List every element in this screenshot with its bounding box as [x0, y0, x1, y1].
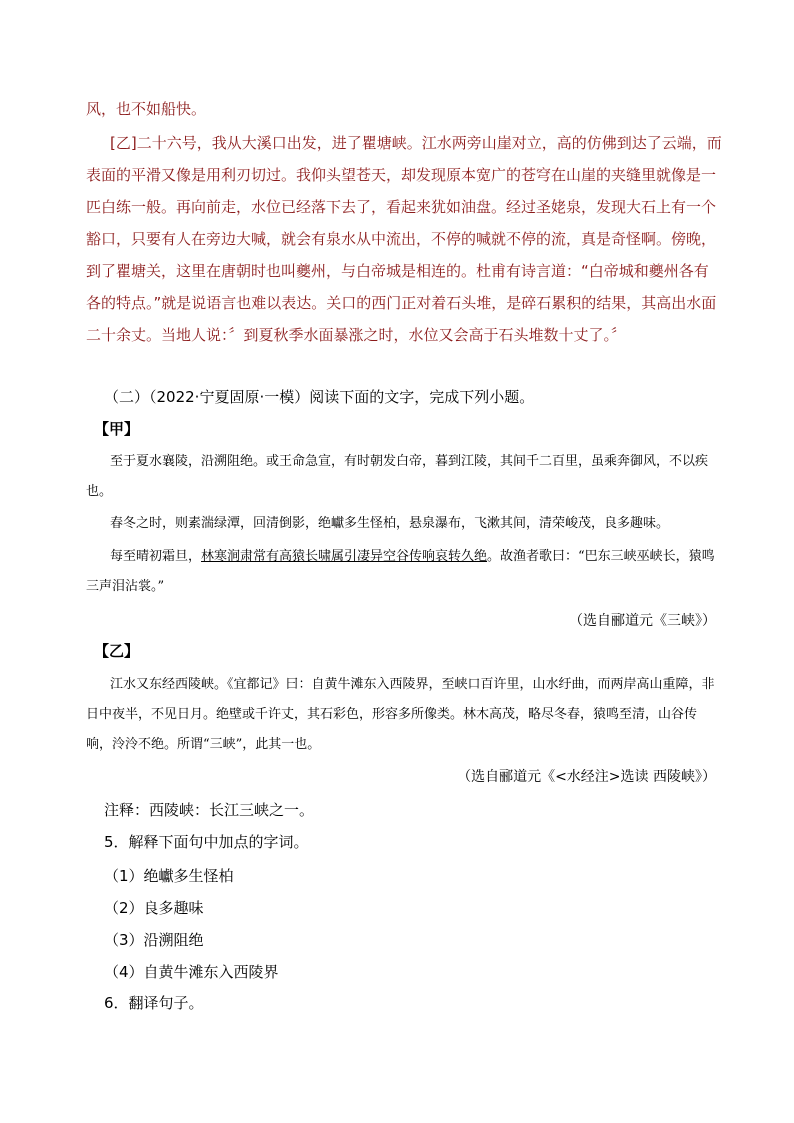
label-jia: 【甲】: [94, 420, 140, 438]
jia-p3-pre: 每至晴初霜旦，: [110, 549, 202, 564]
jia-paragraph-3: [86, 542, 722, 602]
question-intro: （二）（2022·宁夏固原·一模）阅读下面的文字，完成下列小题。: [104, 388, 535, 406]
yi-paragraph-1: 江水又东经西陵峡。《宜都记》曰：自黄牛滩东入西陵界，至峡口百许里，山水纡曲，而两岸高山重障，非日中夜半，不见日月。绝壁或千许丈，其石彩色，形容多所像类。林木高茂，略尽冬春，猿鸣至清，山谷传响，泠泠不绝。所谓“三峡”，此其一也。: [86, 677, 715, 752]
question-6-title: 6．翻译句子。: [104, 994, 204, 1012]
jia-paragraph-2: 春冬之时，则素湍绿潭，回清倒影，绝巘多生怪柏，悬泉瀑布，飞漱其间，清荣峻茂，良多趣味。: [110, 516, 670, 531]
underlined-sentence: 林寒涧肃常有高猿长啸属引凄异空谷传响哀转久绝: [201, 549, 488, 564]
question-5-title: 5．解释下面句中加点的字词。: [104, 833, 309, 851]
label-yi: 【乙】: [94, 642, 140, 660]
question-5-item-3: （3）沿溯阻绝: [104, 931, 204, 949]
continuation-line: 风，也不如船快。: [86, 100, 207, 118]
source-xilingxia: （选自郦道元《<水经注>选读 西陵峡》）: [457, 769, 716, 785]
jia-paragraph-1: 至于夏水襄陵，沿溯阻绝。或王命急宣，有时朝发白帝，暮到江陵，其间千二百里，虽乘奔御风，不以疾也。: [86, 454, 709, 499]
question-5-item-4: （4）自黄牛滩东入西陵界: [104, 963, 279, 981]
source-sanxia: （选自郦道元《三峡》）: [569, 613, 716, 629]
question-5-item-1: （1）绝巘多生怪柏: [104, 867, 234, 885]
jia-p3-post: 。故渔者歌曰：“巴东三峡巫峡长，猿鸣三声泪沾裳。”: [86, 549, 715, 594]
annotation-note: 注释：西陵峡：长江三峡之一。: [104, 801, 315, 819]
question-5-item-2: （2）良多趣味: [104, 899, 204, 917]
translation-paragraph-yi: [乙]二十六号，我从大溪口出发，进了瞿塘峡。江水两旁山崖对立，高的仿佛到达了云端，而表面的平滑又像是用利刃切过。我仰头望苍天，却发现原本宽广的苍穹在山崖的夹缝里就像是一匹白练一般。再向前走，水位已经落下去了，看起来犹如油盘。经过圣姥泉，发现大石上有一个豁口，只要有人在旁边大喊，就会有泉水从中流出，不停的喊就不停的流，真是奇怪啊。傍晚，到了瞿塘关，这里在唐朝时也叫夔州，与白帝城是相连的。杜甫有诗言道：“白帝城和夔州各有各的特点。”就是说语言也难以表达。关口的西门正对着石头堆，是碎石累积的结果，其高出水面二十余丈。当地人说：〞到夏秋季水面暴涨之时，水位又会高于石头堆数十丈了。〞: [86, 134, 722, 344]
